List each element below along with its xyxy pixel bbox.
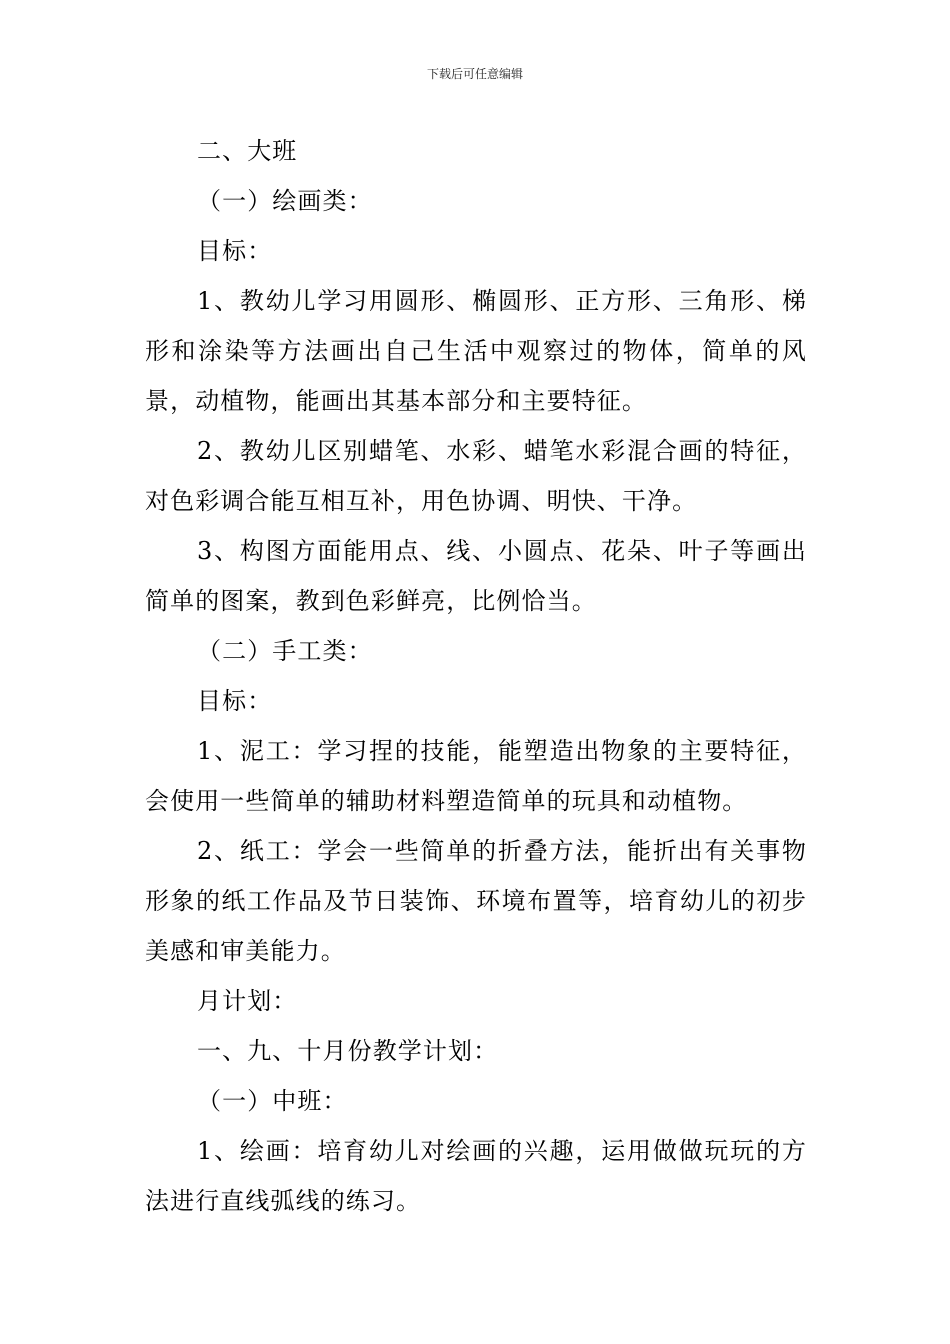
goal-paragraph: 1、教幼儿学习用圆形、椭圆形、正方形、三角形、梯形和涂染等方法画出自己生活中观察过的物体，简单的风景，动植物，能画出其基本部分和主要特征。 (145, 287, 807, 415)
section-heading-sept-oct-plan: 一、九、十月份教学计划： (197, 1037, 499, 1065)
subsection-heading-drawing: （一）绘画类： (197, 187, 373, 215)
subsection-heading-middle-class: （一）中班： (197, 1087, 348, 1115)
goal-paragraph: 2、教幼儿区别蜡笔、水彩、蜡笔水彩混合画的特征，对色彩调合能互相互补，用色协调、明快、干净。 (145, 437, 807, 515)
goals-label: 目标： (197, 237, 273, 265)
section-heading-senior-class: 二、大班 (197, 137, 298, 165)
goal-paragraph: 1、泥工：学习捏的技能，能塑造出物象的主要特征，会使用一些简单的辅助材料塑造简单的玩具和动植物。 (145, 737, 807, 815)
goals-label: 目标： (197, 687, 273, 715)
section-heading-monthly-plan: 月计划： (197, 987, 298, 1015)
page-header-note: 下载后可任意编辑 (426, 67, 523, 81)
plan-paragraph: 1、绘画：培育幼儿对绘画的兴趣，运用做做玩玩的方法进行直线弧线的练习。 (145, 1137, 807, 1215)
document-body (145, 126, 807, 1226)
goal-paragraph: 2、纸工：学会一些简单的折叠方法，能折出有关事物形象的纸工作品及节日装饰、环境布置等，培育幼儿的初步美感和审美能力。 (145, 837, 807, 965)
subsection-heading-handcraft: （二）手工类： (197, 637, 373, 665)
goal-paragraph: 3、构图方面能用点、线、小圆点、花朵、叶子等画出简单的图案，教到色彩鲜亮，比例恰当。 (145, 537, 807, 615)
